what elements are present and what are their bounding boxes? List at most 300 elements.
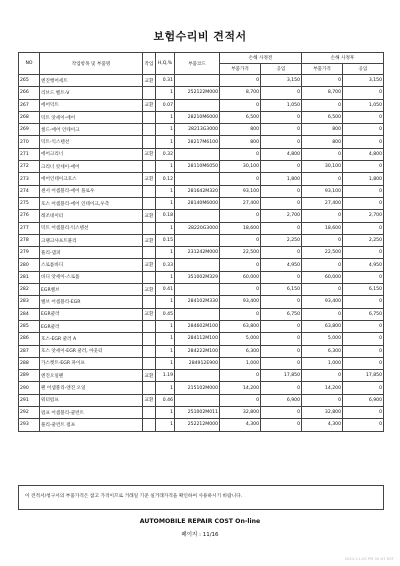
row-parts-before: 0 [220, 234, 261, 246]
row-item: 풀리-댐퍼 [40, 247, 143, 259]
row-item: 호스-EGR 쿨러 A [40, 333, 143, 345]
row-labor-after: 17,850 [343, 370, 384, 382]
row-work [143, 111, 156, 123]
row-parts-after: 6,300 [302, 345, 343, 357]
row-labor-after: 6,150 [343, 284, 384, 296]
table-row [19, 247, 384, 259]
row-work [143, 87, 156, 99]
row-parts-before: 800 [220, 124, 261, 136]
row-parts-after: 0 [302, 284, 343, 296]
row-parts-after: 93,100 [302, 185, 343, 197]
row-code: 28210M6000 [175, 111, 220, 123]
document-title: 보험수리비 견적서 [153, 30, 247, 43]
table-body [19, 75, 384, 432]
row-no: 276 [19, 210, 40, 222]
row-labor-before: 0 [261, 136, 302, 148]
row-item: EGR쿨러 [40, 320, 143, 332]
row-work: 교환 [143, 259, 156, 271]
row-code: 251002M011 [175, 407, 220, 419]
row-labor-after: 0 [343, 296, 384, 308]
header-no: NO [19, 53, 40, 75]
row-labor-before: 6,150 [261, 284, 302, 296]
row-item: 씰드-에어 인테이크 [40, 124, 143, 136]
row-hq: 0.18 [156, 210, 175, 222]
row-no: 284 [19, 308, 40, 320]
row-labor-before: 0 [261, 357, 302, 369]
row-item: 덕트 앗세이-에어 [40, 111, 143, 123]
row-parts-after: 27,400 [302, 197, 343, 209]
row-item: 호스 어셈블리-에어 인테이크,우측 [40, 197, 143, 209]
row-labor-before: 0 [261, 124, 302, 136]
row-no: 265 [19, 75, 40, 87]
table-row [19, 185, 384, 197]
row-work: 교환 [143, 210, 156, 222]
row-work [143, 407, 156, 419]
row-parts-after: 6,500 [302, 111, 343, 123]
table-row [19, 296, 384, 308]
row-work [143, 161, 156, 173]
row-parts-after: 800 [302, 136, 343, 148]
table-row [19, 124, 384, 136]
notice-text: 이 견적서/청구서의 부품가격은 참고 가격이므로 거래일 기준 실거래가격을 확인하여 사용하시기 바랍니다. [25, 494, 243, 499]
row-parts-before: 0 [220, 75, 261, 87]
row-parts-after: 0 [302, 234, 343, 246]
row-labor-after: 0 [343, 185, 384, 197]
row-no: 282 [19, 284, 40, 296]
row-parts-before: 30,100 [220, 161, 261, 173]
row-work [143, 382, 156, 394]
row-labor-after: 4,950 [343, 259, 384, 271]
row-parts-after: 0 [302, 99, 343, 111]
row-no: 281 [19, 271, 40, 283]
row-no: 270 [19, 136, 40, 148]
row-code [175, 148, 220, 160]
header-item: 작업항목 및 부품명 [40, 53, 143, 75]
row-code [175, 99, 220, 111]
row-item: EGR밸브 [40, 284, 143, 296]
row-work [143, 296, 156, 308]
row-code: 284602M100 [175, 320, 220, 332]
row-labor-before: 0 [261, 161, 302, 173]
row-labor-after: 0 [343, 345, 384, 357]
table-row [19, 345, 384, 357]
row-labor-after: 1,050 [343, 99, 384, 111]
row-no: 278 [19, 234, 40, 246]
row-labor-after: 0 [343, 382, 384, 394]
table-row [19, 75, 384, 87]
row-no: 288 [19, 357, 40, 369]
row-code [175, 394, 220, 406]
row-code [175, 173, 220, 185]
table-row [19, 161, 384, 173]
row-code: 28110M6050 [175, 161, 220, 173]
row-labor-before: 0 [261, 407, 302, 419]
row-parts-before: 8,700 [220, 87, 261, 99]
row-labor-before: 0 [261, 247, 302, 259]
row-hq: 1.19 [156, 370, 175, 382]
header-parts-before: 부품가격 [220, 64, 261, 75]
row-labor-after: 6,750 [343, 308, 384, 320]
table-row [19, 407, 384, 419]
row-parts-after: 8,700 [302, 87, 343, 99]
row-hq: 1 [156, 320, 175, 332]
row-work [143, 185, 156, 197]
row-hq: 1 [156, 333, 175, 345]
row-parts-before: 0 [220, 394, 261, 406]
row-no: 287 [19, 345, 40, 357]
row-hq: 0.15 [156, 234, 175, 246]
row-labor-after: 0 [343, 136, 384, 148]
row-parts-after: 30,100 [302, 161, 343, 173]
row-parts-before: 800 [220, 136, 261, 148]
row-labor-after: 4,800 [343, 148, 384, 160]
table-row [19, 370, 384, 382]
row-hq: 0.41 [156, 284, 175, 296]
row-work: 교환 [143, 234, 156, 246]
row-hq: 1 [156, 124, 175, 136]
header-row-1 [19, 53, 384, 64]
row-item: 밸브 어셈블리-EGR [40, 296, 143, 308]
row-item: 에어인테이크호스 [40, 173, 143, 185]
row-labor-after: 0 [343, 271, 384, 283]
row-no: 280 [19, 259, 40, 271]
row-code [175, 234, 220, 246]
row-item: EGR쿨러 [40, 308, 143, 320]
footer-title: AUTOMOBILE REPAIR COST On-line [139, 518, 261, 525]
row-code: 28140M6000 [175, 197, 220, 209]
header-labor-after: 공임 [343, 64, 384, 75]
row-parts-before: 0 [220, 259, 261, 271]
row-labor-after: 1,800 [343, 173, 384, 185]
row-hq: 1 [156, 382, 175, 394]
row-parts-after: 60,000 [302, 271, 343, 283]
row-labor-before: 0 [261, 111, 302, 123]
header-parts-after: 부품가격 [302, 64, 343, 75]
row-work: 교환 [143, 370, 156, 382]
row-hq: 0.32 [156, 148, 175, 160]
row-parts-after: 800 [302, 124, 343, 136]
table-row [19, 333, 384, 345]
row-parts-after: 22,500 [302, 247, 343, 259]
row-labor-after: 0 [343, 407, 384, 419]
table-row [19, 111, 384, 123]
table-row [19, 173, 384, 185]
row-no: 292 [19, 407, 40, 419]
row-labor-before: 6,750 [261, 308, 302, 320]
row-parts-before: 0 [220, 284, 261, 296]
table-row [19, 320, 384, 332]
print-timestamp: 2023-11-05 PM 05:47 KST [344, 556, 394, 561]
row-parts-before: 32,800 [220, 407, 261, 419]
row-no: 268 [19, 111, 40, 123]
row-hq: 1 [156, 197, 175, 209]
row-labor-after: 0 [343, 247, 384, 259]
row-labor-after: 0 [343, 197, 384, 209]
row-work [143, 357, 156, 369]
row-parts-before: 5,000 [220, 333, 261, 345]
row-item: 가스켓트-EGR 파이프 [40, 357, 143, 369]
row-no: 293 [19, 419, 40, 431]
row-hq: 0.33 [156, 259, 175, 271]
row-item: 호스 앗세이-EGR 쿨러, 아웃터 [40, 345, 143, 357]
row-parts-before: 18,600 [220, 222, 261, 234]
table-row [19, 271, 384, 283]
table-row [19, 234, 384, 246]
row-hq: 1 [156, 357, 175, 369]
row-parts-before: 63,800 [220, 320, 261, 332]
row-item: 팬 어셈블리-엔진 오일 [40, 382, 143, 394]
row-labor-before: 17,850 [261, 370, 302, 382]
row-hq: 1 [156, 185, 175, 197]
row-parts-after: 93,400 [302, 296, 343, 308]
row-parts-before: 0 [220, 308, 261, 320]
row-labor-before: 4,800 [261, 148, 302, 160]
row-item: 워터펌프 [40, 394, 143, 406]
row-parts-after: 0 [302, 394, 343, 406]
table-row [19, 308, 384, 320]
row-no: 274 [19, 185, 40, 197]
row-no: 286 [19, 333, 40, 345]
row-work [143, 124, 156, 136]
row-parts-before: 93,100 [220, 185, 261, 197]
row-work [143, 345, 156, 357]
row-work: 교환 [143, 75, 156, 87]
row-item: 엔진행어세트 [40, 75, 143, 87]
header-after-group: 손해 사정후 [302, 53, 384, 64]
header-labor-before: 공임 [261, 64, 302, 75]
row-code [175, 210, 220, 222]
row-labor-before: 0 [261, 197, 302, 209]
header-before-group: 손해 사정전 [220, 53, 302, 64]
row-labor-after: 2,250 [343, 234, 384, 246]
row-parts-after: 0 [302, 148, 343, 160]
row-code: 284112M100 [175, 333, 220, 345]
row-work [143, 419, 156, 431]
row-work [143, 333, 156, 345]
row-item: 크리너 앗세이-에어 [40, 161, 143, 173]
table-row [19, 148, 384, 160]
header-work: 작업 [143, 53, 156, 75]
row-code: 351002M329 [175, 271, 220, 283]
row-labor-after: 0 [343, 87, 384, 99]
row-hq: 0.07 [156, 99, 175, 111]
row-parts-after: 5,000 [302, 333, 343, 345]
row-labor-after: 2,700 [343, 210, 384, 222]
row-labor-before: 0 [261, 271, 302, 283]
row-item: 덕트 어셈블리-익스텐션 [40, 222, 143, 234]
row-work [143, 136, 156, 148]
row-item: 덕트-익스텐션 [40, 136, 143, 148]
row-parts-after: 0 [302, 259, 343, 271]
table-row [19, 197, 384, 209]
row-parts-after: 1,000 [302, 357, 343, 369]
row-code: 284912E900 [175, 357, 220, 369]
row-labor-before: 4,950 [261, 259, 302, 271]
row-hq: 1 [156, 247, 175, 259]
row-labor-after: 0 [343, 161, 384, 173]
row-no: 275 [19, 197, 40, 209]
header-hq: H,Q,% [156, 53, 175, 75]
row-labor-before: 0 [261, 296, 302, 308]
row-labor-after: 0 [343, 320, 384, 332]
row-labor-after: 0 [343, 333, 384, 345]
row-no: 269 [19, 124, 40, 136]
table-row [19, 394, 384, 406]
table-row [19, 357, 384, 369]
notice-box [18, 485, 384, 510]
row-work [143, 222, 156, 234]
row-hq: 1 [156, 345, 175, 357]
row-parts-before: 1,000 [220, 357, 261, 369]
row-work [143, 271, 156, 283]
row-labor-before: 0 [261, 87, 302, 99]
row-hq: 1 [156, 87, 175, 99]
row-hq: 1 [156, 111, 175, 123]
row-no: 279 [19, 247, 40, 259]
row-labor-after: 0 [343, 357, 384, 369]
row-labor-before: 0 [261, 419, 302, 431]
row-parts-after: 32,800 [302, 407, 343, 419]
row-no: 272 [19, 161, 40, 173]
row-parts-after: 0 [302, 75, 343, 87]
row-parts-before: 6,500 [220, 111, 261, 123]
row-item: 리브드 벨트-V [40, 87, 143, 99]
row-hq: 1 [156, 136, 175, 148]
row-no: 289 [19, 370, 40, 382]
row-parts-after: 4,300 [302, 419, 343, 431]
row-no: 285 [19, 320, 40, 332]
row-code: 28220G3000 [175, 222, 220, 234]
row-parts-before: 0 [220, 148, 261, 160]
table-row [19, 87, 384, 99]
row-parts-after: 0 [302, 308, 343, 320]
header-code: 부품코드 [175, 53, 220, 75]
row-item: 펌프 어셈블리-쿨런트 [40, 407, 143, 419]
row-hq: 0.12 [156, 173, 175, 185]
row-no: 271 [19, 148, 40, 160]
row-parts-before: 60,000 [220, 271, 261, 283]
row-code [175, 284, 220, 296]
row-work: 교환 [143, 308, 156, 320]
row-hq: 1 [156, 419, 175, 431]
row-labor-after: 0 [343, 124, 384, 136]
row-parts-before: 4,300 [220, 419, 261, 431]
row-parts-before: 6,300 [220, 345, 261, 357]
row-parts-before: 0 [220, 210, 261, 222]
row-work [143, 247, 156, 259]
row-labor-before: 1,800 [261, 173, 302, 185]
table-row [19, 382, 384, 394]
row-parts-after: 0 [302, 210, 343, 222]
row-parts-after: 0 [302, 370, 343, 382]
table-row [19, 222, 384, 234]
row-parts-before: 93,400 [220, 296, 261, 308]
row-parts-before: 0 [220, 99, 261, 111]
row-item: 바디 앗세이-스로틀 [40, 271, 143, 283]
row-code: 284222M100 [175, 345, 220, 357]
row-code: 252122M000 [175, 87, 220, 99]
row-parts-after: 63,800 [302, 320, 343, 332]
row-hq: 1 [156, 407, 175, 419]
row-labor-after: 0 [343, 111, 384, 123]
row-labor-before: 0 [261, 320, 302, 332]
row-no: 291 [19, 394, 40, 406]
row-labor-before: 0 [261, 185, 302, 197]
row-item: 에어덕트 [40, 99, 143, 111]
row-code: 28217M6100 [175, 136, 220, 148]
row-labor-before: 1,050 [261, 99, 302, 111]
row-labor-before: 0 [261, 382, 302, 394]
row-code: 252212M000 [175, 419, 220, 431]
row-code: 215102M000 [175, 382, 220, 394]
row-no: 277 [19, 222, 40, 234]
row-work: 교환 [143, 173, 156, 185]
row-code [175, 75, 220, 87]
row-hq: 1 [156, 271, 175, 283]
row-parts-before: 14,200 [220, 382, 261, 394]
row-parts-before: 27,400 [220, 197, 261, 209]
row-work: 교환 [143, 99, 156, 111]
estimate-table [18, 52, 384, 432]
row-no: 266 [19, 87, 40, 99]
row-parts-after: 14,200 [302, 382, 343, 394]
row-work: 교환 [143, 394, 156, 406]
row-code: 284102M330 [175, 296, 220, 308]
row-labor-before: 0 [261, 333, 302, 345]
row-no: 267 [19, 99, 40, 111]
row-item: 에어크리너 [40, 148, 143, 160]
row-hq: 0.45 [156, 308, 175, 320]
table-row [19, 210, 384, 222]
row-hq: 1 [156, 161, 175, 173]
row-work [143, 197, 156, 209]
row-work [143, 320, 156, 332]
table-row [19, 99, 384, 111]
row-work: 교환 [143, 148, 156, 160]
row-code [175, 370, 220, 382]
row-parts-before: 22,500 [220, 247, 261, 259]
row-labor-after: 0 [343, 222, 384, 234]
row-hq: 0.46 [156, 394, 175, 406]
row-hq: 1 [156, 222, 175, 234]
row-labor-before: 0 [261, 345, 302, 357]
row-labor-before: 3,150 [261, 75, 302, 87]
table-row [19, 259, 384, 271]
row-code: 281642M320 [175, 185, 220, 197]
row-labor-after: 6,900 [343, 394, 384, 406]
row-labor-before: 6,900 [261, 394, 302, 406]
row-parts-after: 18,600 [302, 222, 343, 234]
row-labor-before: 2,250 [261, 234, 302, 246]
row-item: 센서 어셈블리-에어 플로우 [40, 185, 143, 197]
row-item: 풀리-쿨런트 펌프 [40, 419, 143, 431]
row-hq: 1 [156, 296, 175, 308]
row-no: 283 [19, 296, 40, 308]
row-labor-after: 0 [343, 419, 384, 431]
page-number: 페이지 : 11/16 [181, 532, 219, 538]
table-row [19, 284, 384, 296]
row-code [175, 259, 220, 271]
row-parts-before: 0 [220, 370, 261, 382]
row-item: 레조네이터 [40, 210, 143, 222]
row-parts-after: 0 [302, 173, 343, 185]
row-code [175, 308, 220, 320]
row-no: 273 [19, 173, 40, 185]
row-labor-before: 2,700 [261, 210, 302, 222]
row-parts-before: 0 [220, 173, 261, 185]
row-work: 교환 [143, 284, 156, 296]
row-item: 엔진오일팬 [40, 370, 143, 382]
